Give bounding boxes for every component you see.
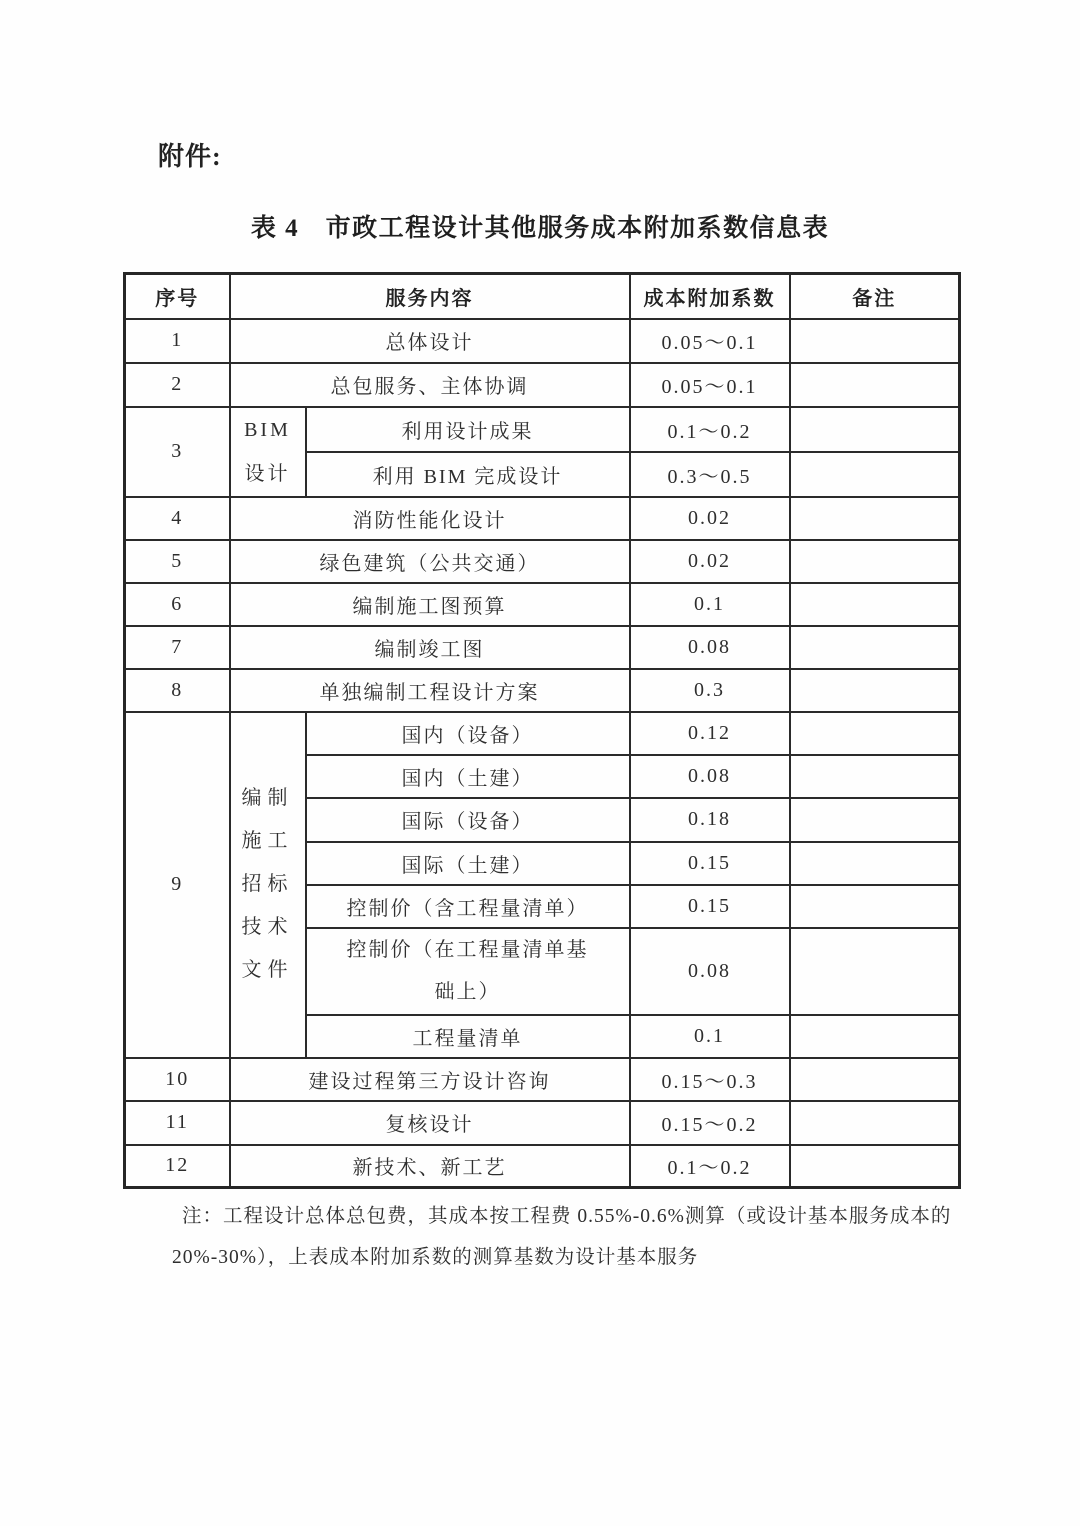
remark-cell (790, 626, 960, 669)
no-cell: 5 (125, 540, 230, 583)
remark-cell (790, 319, 960, 363)
coefficient-cell: 0.1～0.2 (630, 1145, 790, 1188)
remark-cell (790, 1145, 960, 1188)
remark-cell (790, 755, 960, 798)
table-row (125, 583, 960, 626)
service-cell: 编制竣工图 (230, 626, 630, 669)
service-cell: 绿色建筑（公共交通） (230, 540, 630, 583)
remark-cell (790, 407, 960, 453)
remark-cell (790, 1101, 960, 1145)
table-row (125, 363, 960, 407)
table-note (172, 1196, 962, 1278)
coefficient-cell: 0.1 (630, 1015, 790, 1058)
note-line-1: 注：工程设计总体总包费，其成本按工程费 0.55%-0.6%测算（或设计基本服务成本的 (182, 1206, 952, 1227)
coefficient-cell: 0.08 (630, 928, 790, 1015)
group-line: 施工 (241, 830, 294, 852)
no-cell: 12 (125, 1145, 230, 1188)
table-header-row (125, 274, 960, 319)
group-line: 文件 (241, 959, 294, 981)
table-row (125, 626, 960, 669)
table-row (125, 1058, 960, 1101)
header-service: 服务内容 (230, 274, 630, 319)
coefficient-cell: 0.15～0.2 (630, 1101, 790, 1145)
coefficient-cell: 0.18 (630, 798, 790, 842)
service-cell: 总体设计 (230, 319, 630, 363)
group-label-bim-design (230, 407, 306, 497)
service-cell: 建设过程第三方设计咨询 (230, 1058, 630, 1101)
coefficient-cell: 0.08 (630, 626, 790, 669)
group-label-bidding-documents (230, 712, 306, 1058)
table-row (125, 669, 960, 712)
remark-cell (790, 583, 960, 626)
table-row (125, 712, 960, 755)
group-line: 设计 (244, 462, 291, 485)
coefficient-cell: 0.12 (630, 712, 790, 755)
remark-cell (790, 540, 960, 583)
coefficient-cell: 0.15～0.3 (630, 1058, 790, 1101)
no-cell: 7 (125, 626, 230, 669)
coefficient-cell: 0.3 (630, 669, 790, 712)
attachment-label: 附件: (158, 142, 222, 171)
coefficient-cell: 0.02 (630, 497, 790, 540)
service-cell: 利用设计成果 (306, 407, 630, 453)
group-line: 招标 (241, 873, 294, 895)
no-cell: 4 (125, 497, 230, 540)
remark-cell (790, 669, 960, 712)
group-line: BIM (244, 418, 291, 441)
coefficient-cell: 0.3～0.5 (630, 452, 790, 496)
no-cell: 10 (125, 1058, 230, 1101)
header-no: 序号 (125, 274, 230, 319)
remark-cell (790, 928, 960, 1015)
service-cell: 新技术、新工艺 (230, 1145, 630, 1188)
service-cell: 国际（土建） (306, 842, 630, 885)
service-cell: 国内（设备） (306, 712, 630, 755)
service-cell: 工程量清单 (306, 1015, 630, 1058)
no-cell: 8 (125, 669, 230, 712)
remark-cell (790, 452, 960, 496)
remark-cell (790, 1015, 960, 1058)
coefficient-cell: 0.02 (630, 540, 790, 583)
service-cell: 利用 BIM 完成设计 (306, 452, 630, 496)
remark-cell (790, 712, 960, 755)
service-cell (306, 928, 630, 1015)
no-cell: 6 (125, 583, 230, 626)
coefficient-cell: 0.08 (630, 755, 790, 798)
table-row (125, 540, 960, 583)
service-cell: 国际（设备） (306, 798, 630, 842)
table-row (125, 1101, 960, 1145)
service-text: 控制价（在工程量清单基础上） (346, 939, 589, 1003)
table-row (125, 319, 960, 363)
group-line: 编制 (241, 787, 294, 809)
service-cell: 复核设计 (230, 1101, 630, 1145)
remark-cell (790, 1058, 960, 1101)
table-row (125, 1145, 960, 1188)
no-cell: 2 (125, 363, 230, 407)
service-cell: 国内（土建） (306, 755, 630, 798)
no-cell: 9 (125, 712, 230, 1058)
no-cell: 11 (125, 1101, 230, 1145)
remark-cell (790, 798, 960, 842)
service-cell: 编制施工图预算 (230, 583, 630, 626)
coefficient-table (123, 272, 961, 1189)
remark-cell (790, 885, 960, 928)
table-row (125, 497, 960, 540)
no-cell: 1 (125, 319, 230, 363)
service-cell: 消防性能化设计 (230, 497, 630, 540)
header-coefficient: 成本附加系数 (630, 274, 790, 319)
no-cell: 3 (125, 407, 230, 497)
coefficient-cell: 0.05～0.1 (630, 363, 790, 407)
remark-cell (790, 497, 960, 540)
remark-cell (790, 363, 960, 407)
service-cell: 单独编制工程设计方案 (230, 669, 630, 712)
header-remark: 备注 (790, 274, 960, 319)
service-cell: 控制价（含工程量清单） (306, 885, 630, 928)
table-row (125, 407, 960, 453)
coefficient-cell: 0.05～0.1 (630, 319, 790, 363)
group-line: 技术 (241, 916, 294, 938)
service-cell: 总包服务、主体协调 (230, 363, 630, 407)
remark-cell (790, 842, 960, 885)
coefficient-cell: 0.15 (630, 885, 790, 928)
page-title: 表 4 市政工程设计其他服务成本附加系数信息表 (250, 215, 830, 242)
coefficient-cell: 0.1 (630, 583, 790, 626)
coefficient-cell: 0.1～0.2 (630, 407, 790, 453)
coefficient-cell: 0.15 (630, 842, 790, 885)
note-line-2: 20%-30%），上表成本附加系数的测算基数为设计基本服务 (172, 1247, 699, 1268)
